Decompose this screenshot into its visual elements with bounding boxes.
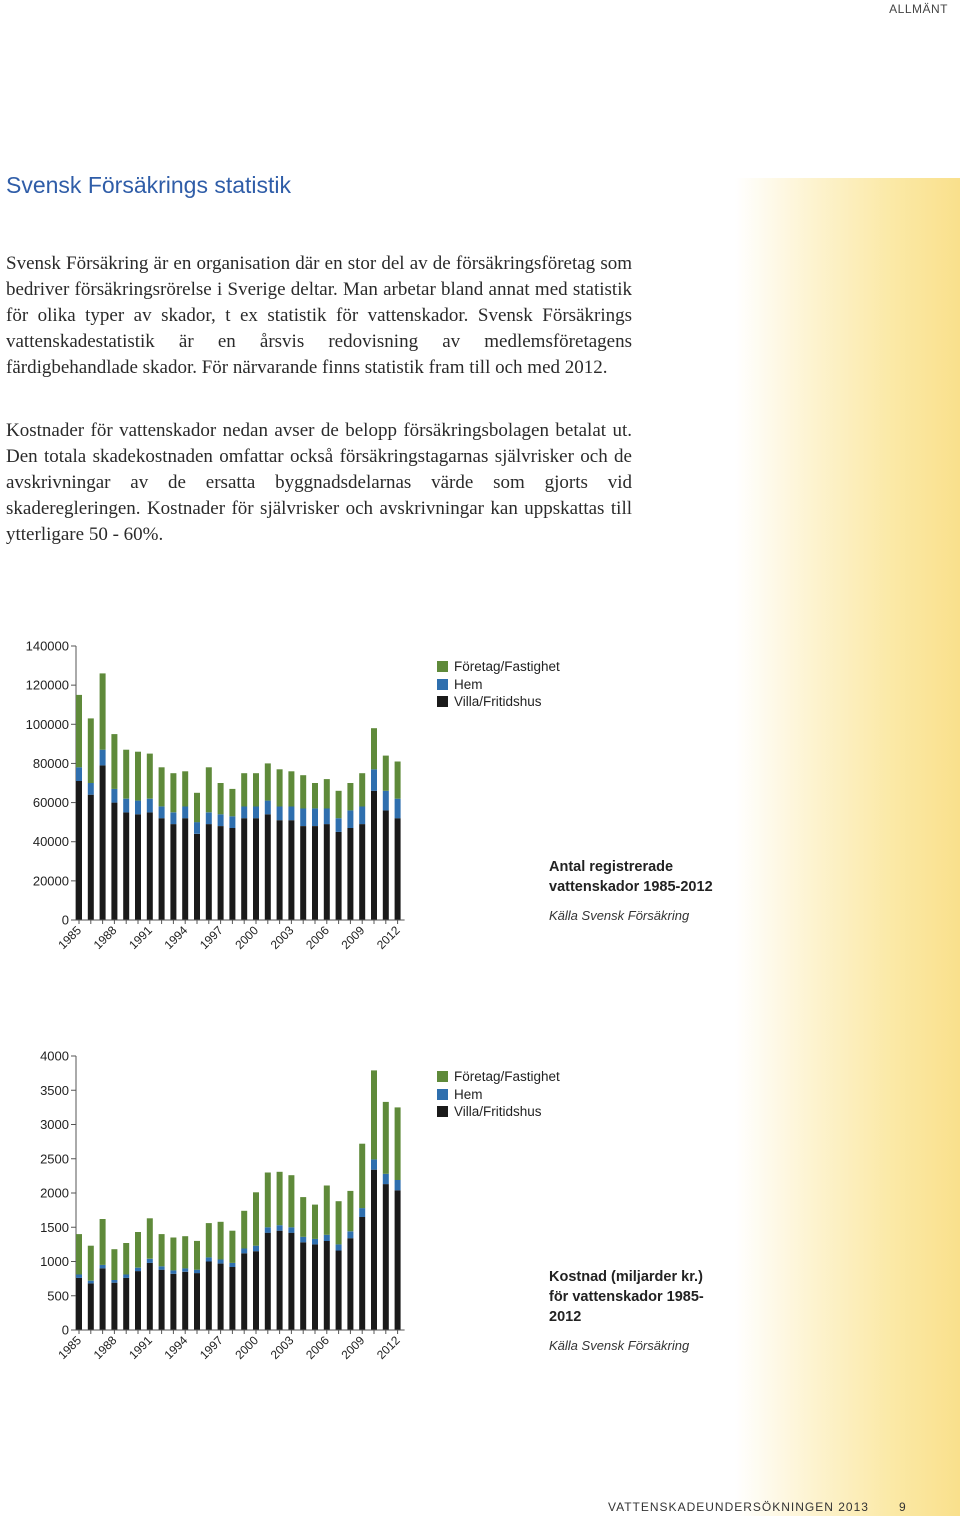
bar-f-retag-fastighet [229,789,235,816]
page-number: 9 [898,1500,906,1514]
chart-source: Källa Svensk Försäkring [549,1338,690,1353]
bar-hem [194,822,200,834]
bar-f-retag-fastighet [371,1070,377,1159]
bar-villa-fritidshus [347,1238,353,1330]
bar-hem [218,1259,224,1263]
bar-f-retag-fastighet [88,1246,94,1281]
legend-label: Hem [454,676,483,692]
footer-title: VATTENSKADEUNDERSÖKNINGEN 2013 [608,1500,869,1514]
bar-hem [100,750,106,766]
bar-hem [218,814,224,826]
chart-legend [437,1068,560,1121]
legend-label: Företag/Fastighet [454,1069,560,1085]
bar-hem [241,1249,247,1254]
bar-hem [265,801,271,815]
bar-villa-fritidshus [300,1242,306,1330]
bar-f-retag-fastighet [182,771,188,806]
bar-f-retag-fastighet [241,773,247,806]
chart-source: Källa Svensk Försäkring [549,908,690,923]
bar-hem [241,807,247,819]
bar-villa-fritidshus [277,820,283,920]
bar-hem [265,1227,271,1233]
bar-f-retag-fastighet [123,750,129,799]
bar-f-retag-fastighet [100,1219,106,1265]
x-tick-label: 1991 [126,1333,155,1363]
y-tick-label: 4000 [40,1048,69,1064]
bar-f-retag-fastighet [383,756,389,791]
bar-f-retag-fastighet [194,793,200,822]
bar-villa-fritidshus [206,824,212,920]
bar-f-retag-fastighet [218,783,224,814]
bar-f-retag-fastighet [265,1173,271,1228]
intro-paragraph: Svensk Försäkring är en organisation där en stor del av de försäkringsföretag som bedriver försäkringsrörelse i Sverige deltar. Man arbetar bland annat med statistik för olika typer av skador, t ex statistik för vattenskador. Svensk Försäkrings vattenskadestatistik är en årsvis redovisning av medlemsföretagens färdigbehandlade skador. För närvarande finns statistik fram till och med 2012. [6,253,632,378]
bar-hem [277,1225,283,1231]
x-tick-label: 1997 [196,1333,226,1363]
bar-villa-fritidshus [359,824,365,920]
bar-f-retag-fastighet [347,1191,353,1231]
bar-villa-fritidshus [206,1262,212,1331]
bar-hem [206,1257,212,1261]
bar-f-retag-fastighet [312,783,318,808]
bar-hem [336,1244,342,1250]
y-tick-label: 40000 [32,834,69,850]
bar-villa-fritidshus [288,820,294,920]
bar-villa-fritidshus [135,814,141,920]
x-tick-label: 1985 [55,923,85,953]
bar-hem [395,1180,401,1190]
bar-f-retag-fastighet [135,1232,141,1268]
bar-hem [147,1259,153,1263]
legend-label: Företag/Fastighet [454,659,560,675]
bar-villa-fritidshus [312,1244,318,1330]
chart-caption [549,1267,720,1353]
legend-item-villa [437,1103,560,1121]
bar-hem [100,1265,106,1268]
bar-villa-fritidshus [135,1271,141,1330]
bar-hem [312,808,318,826]
bar-hem [324,808,330,824]
bar-hem [300,1237,306,1243]
bar-f-retag-fastighet [324,1186,330,1235]
bar-f-retag-fastighet [371,728,377,769]
bar-villa-fritidshus [371,791,377,920]
bar-hem [395,799,401,819]
bar-f-retag-fastighet [159,767,165,806]
bar-f-retag-fastighet [383,1102,389,1174]
bar-f-retag-fastighet [300,775,306,808]
y-tick-label: 0 [61,912,69,928]
x-tick-label: 2003 [267,923,297,953]
bar-villa-fritidshus [159,1270,165,1330]
y-tick-label: 2000 [40,1185,69,1201]
bar-hem [135,1268,141,1271]
bar-villa-fritidshus [324,824,330,920]
bar-hem [147,799,153,813]
bar-villa-fritidshus [371,1170,377,1330]
bar-f-retag-fastighet [277,1172,283,1225]
bar-f-retag-fastighet [182,1236,188,1268]
legend-item-villa [437,693,560,711]
bar-f-retag-fastighet [277,769,283,806]
bar-f-retag-fastighet [123,1243,129,1275]
y-tick-label: 80000 [32,755,69,771]
bar-villa-fritidshus [265,814,271,920]
y-tick-label: 100000 [25,716,69,732]
bar-hem [371,1159,377,1169]
bar-f-retag-fastighet [76,1234,82,1274]
bar-f-retag-fastighet [288,771,294,806]
bar-f-retag-fastighet [347,783,353,810]
bar-villa-fritidshus [182,818,188,920]
claims-count-chart [0,630,720,975]
bar-hem [88,1281,94,1284]
legend-item-hem [437,1086,560,1104]
bar-hem [111,1280,117,1283]
bar-villa-fritidshus [347,828,353,920]
bar-f-retag-fastighet [206,767,212,812]
bar-villa-fritidshus [277,1231,283,1330]
bar-villa-fritidshus [241,818,247,920]
bar-villa-fritidshus [100,1268,106,1330]
bar-f-retag-fastighet [111,1249,117,1280]
bar-f-retag-fastighet [265,763,271,800]
x-tick-label: 2012 [373,1333,403,1363]
y-tick-label: 120000 [25,677,69,693]
legend-label: Villa/Fritidshus [454,1104,542,1120]
bar-hem [182,807,188,819]
x-tick-label: 2012 [373,923,403,953]
bar-villa-fritidshus [182,1272,188,1330]
bar-hem [170,812,176,824]
chart-legend [437,658,560,711]
bar-hem [170,1270,176,1273]
bar-f-retag-fastighet [147,1218,153,1258]
bar-f-retag-fastighet [76,695,82,767]
y-tick-label: 2500 [40,1151,69,1167]
bar-villa-fritidshus [288,1233,294,1330]
legend-label: Hem [454,1086,483,1102]
bar-f-retag-fastighet [336,791,342,818]
bar-villa-fritidshus [324,1241,330,1330]
legend-swatch-foretag [437,1071,448,1082]
bar-villa-fritidshus [265,1233,271,1330]
bar-villa-fritidshus [300,826,306,920]
x-tick-label: 1988 [90,923,120,953]
bar-villa-fritidshus [336,832,342,920]
y-tick-label: 20000 [32,873,69,889]
bar-f-retag-fastighet [206,1223,212,1257]
bar-villa-fritidshus [159,818,165,920]
y-tick-label: 1000 [40,1254,69,1269]
chart-title: Kostnad (miljarder kr.) för vattenskador 1985-2012 [549,1269,704,1325]
bar-f-retag-fastighet [241,1211,247,1249]
bar-f-retag-fastighet [111,734,117,789]
bar-f-retag-fastighet [359,1144,365,1208]
bar-hem [88,783,94,795]
x-tick-label: 1985 [55,1333,85,1363]
y-tick-label: 3000 [40,1117,69,1132]
y-tick-label: 3500 [40,1082,69,1098]
bar-f-retag-fastighet [229,1231,235,1263]
x-tick-label: 2003 [267,1333,297,1363]
bar-f-retag-fastighet [336,1201,342,1244]
bar-villa-fritidshus [395,1190,401,1330]
bar-f-retag-fastighet [170,773,176,812]
bar-f-retag-fastighet [170,1238,176,1271]
bar-villa-fritidshus [123,1278,129,1330]
bar-hem [277,807,283,821]
bar-villa-fritidshus [395,818,401,920]
x-tick-label: 2006 [303,923,332,953]
chart-caption [549,857,720,923]
bar-villa-fritidshus [147,812,153,920]
bar-hem [111,789,117,803]
legend-item-foretag [437,1068,560,1086]
bar-villa-fritidshus [312,826,318,920]
bar-f-retag-fastighet [324,779,330,808]
bar-villa-fritidshus [229,1267,235,1330]
bar-hem [324,1235,330,1241]
bar-villa-fritidshus [147,1263,153,1330]
bar-hem [347,1231,353,1238]
bar-villa-fritidshus [218,826,224,920]
x-tick-label: 1988 [90,1333,120,1363]
legend-swatch-foretag [437,661,448,672]
bar-villa-fritidshus [229,828,235,920]
x-tick-label: 2000 [232,923,262,953]
y-tick-label: 140000 [25,638,69,654]
y-tick-label: 0 [61,1322,69,1338]
x-tick-label: 1991 [126,923,155,953]
y-tick-label: 1500 [40,1219,69,1235]
bar-hem [383,791,389,811]
bar-f-retag-fastighet [312,1205,318,1239]
bar-hem [288,807,294,821]
bar-villa-fritidshus [111,803,117,920]
bar-f-retag-fastighet [395,762,401,799]
legend-item-hem [437,676,560,694]
bar-f-retag-fastighet [135,752,141,801]
x-tick-label: 2009 [338,923,368,953]
bar-villa-fritidshus [123,812,129,920]
x-tick-label: 1997 [196,923,226,953]
bar-hem [253,807,259,819]
bar-hem [182,1268,188,1271]
bar-villa-fritidshus [218,1264,224,1330]
bar-villa-fritidshus [383,810,389,920]
page-title: Svensk Försäkrings statistik [6,172,292,198]
bar-f-retag-fastighet [253,773,259,806]
bar-f-retag-fastighet [359,773,365,806]
bar-hem [123,799,129,813]
bar-f-retag-fastighet [288,1175,294,1227]
bar-hem [206,812,212,824]
bar-hem [76,1275,82,1278]
chart-title: Antal registrerade vattenskador 1985-2012 [549,859,713,895]
bar-villa-fritidshus [194,1273,200,1330]
bar-f-retag-fastighet [300,1197,306,1237]
x-tick-label: 1994 [161,923,191,953]
page-footer [608,1500,906,1514]
bar-villa-fritidshus [170,824,176,920]
bar-hem [159,807,165,819]
bar-hem [76,767,82,781]
x-tick-label: 2000 [232,1333,262,1363]
bar-hem [288,1227,294,1233]
bar-villa-fritidshus [88,795,94,920]
bar-f-retag-fastighet [395,1107,401,1180]
legend-swatch-villa [437,1106,448,1117]
bar-hem [253,1246,259,1252]
bar-hem [135,801,141,815]
y-tick-label: 60000 [32,795,69,811]
claims-cost-chart [0,1040,720,1385]
bar-hem [347,810,353,828]
cost-paragraph: Kostnader för vattenskador nedan avser de belopp försäkringsbolagen betalat ut. Den totala skadekostnaden omfattar också försäkringstagarnas självrisker och de avskrivningar av de ersatta byggnadsdelarnas värde som gjorts vid skaderegleringen. Kostnader för självrisker och avskrivningar kan uppskattas till ytterligare 50 - 60%. [6,420,632,545]
bar-villa-fritidshus [359,1217,365,1330]
x-tick-label: 2006 [303,1333,332,1363]
bar-hem [123,1275,129,1278]
bar-villa-fritidshus [241,1253,247,1330]
bar-villa-fritidshus [194,834,200,920]
bar-f-retag-fastighet [88,718,94,783]
bar-villa-fritidshus [170,1274,176,1330]
bar-hem [229,816,235,828]
legend-swatch-hem [437,1089,448,1100]
bar-hem [229,1263,235,1267]
bar-f-retag-fastighet [253,1192,259,1245]
legend-swatch-hem [437,679,448,690]
x-tick-label: 1994 [161,1333,191,1363]
bar-villa-fritidshus [88,1283,94,1330]
bar-villa-fritidshus [111,1283,117,1330]
bar-f-retag-fastighet [159,1234,165,1266]
bar-hem [371,769,377,791]
bar-villa-fritidshus [383,1184,389,1330]
bar-villa-fritidshus [253,818,259,920]
legend-label: Villa/Fritidshus [454,694,542,710]
bar-f-retag-fastighet [218,1222,224,1260]
bar-villa-fritidshus [100,765,106,920]
bar-hem [194,1270,200,1273]
legend-swatch-villa [437,696,448,707]
bar-villa-fritidshus [253,1251,259,1330]
bar-hem [383,1174,389,1184]
bar-f-retag-fastighet [194,1241,200,1270]
section-label: ALLMÄNT [889,2,948,16]
bar-hem [300,808,306,826]
y-tick-label: 500 [47,1288,69,1304]
bar-hem [159,1266,165,1269]
x-tick-label: 2009 [338,1333,368,1363]
bar-f-retag-fastighet [100,673,106,749]
legend-item-foretag [437,658,560,676]
bar-f-retag-fastighet [147,754,153,799]
bar-hem [336,818,342,832]
bar-hem [359,807,365,825]
bar-villa-fritidshus [76,781,82,920]
side-decoration [735,178,960,1516]
bar-hem [312,1239,318,1245]
bar-villa-fritidshus [336,1251,342,1331]
bar-hem [359,1208,365,1217]
bar-villa-fritidshus [76,1278,82,1330]
